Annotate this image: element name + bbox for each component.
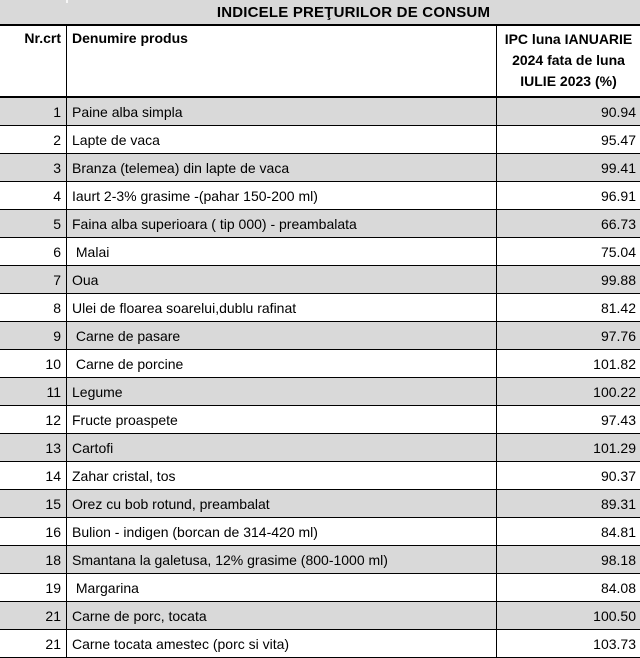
product-name-cell[interactable]: Lapte de vaca (67, 126, 497, 153)
ipc-value-cell[interactable]: 89.31 (600, 495, 636, 512)
ipc-value-cell[interactable]: 81.42 (600, 299, 636, 316)
product-name-cell[interactable]: Fructe proaspete (67, 406, 497, 433)
table-row (0, 126, 640, 154)
row-number-cell[interactable]: 16 (0, 518, 67, 545)
product-name-cell[interactable]: Smantana la galetusa, 12% grasime (800-1000 ml) (67, 546, 497, 573)
table-row (0, 434, 640, 462)
product-name-cell[interactable]: Orez cu bob rotund, preambalat (67, 490, 497, 517)
row-number-cell[interactable]: 11 (0, 378, 67, 405)
row-number-cell[interactable]: 21 (0, 602, 67, 629)
ipc-value-cell[interactable]: 99.88 (600, 271, 636, 288)
ipc-value-cell[interactable]: 97.43 (600, 411, 636, 428)
row-number-cell[interactable]: 14 (0, 462, 67, 489)
product-name-cell[interactable]: Paine alba simpla (67, 98, 497, 125)
table-body (0, 98, 640, 658)
table-row (0, 378, 640, 406)
product-name-cell[interactable]: Cartofi (67, 434, 497, 461)
header-cell-denumire-produs[interactable]: Denumire produs (67, 26, 497, 96)
product-name-cell[interactable]: Oua (67, 266, 497, 293)
ipc-value-cell[interactable]: 101.29 (593, 439, 636, 456)
ipc-value-cell[interactable]: 99.41 (600, 159, 636, 176)
row-number-cell[interactable]: 9 (0, 322, 67, 349)
table-row (0, 266, 640, 294)
table-row (0, 406, 640, 434)
row-number-cell[interactable]: 5 (0, 210, 67, 237)
row-number-cell[interactable]: 1 (0, 98, 67, 125)
header-cell-ipc[interactable] (497, 26, 640, 96)
product-name-cell[interactable]: Bulion - indigen (borcan de 314-420 ml) (67, 518, 497, 545)
ipc-value-cell[interactable]: 103.73 (593, 635, 636, 652)
table-row (0, 238, 640, 266)
row-number-cell[interactable]: 4 (0, 182, 67, 209)
ipc-value-cell[interactable]: 100.50 (593, 607, 636, 624)
table-row (0, 210, 640, 238)
product-name-cell[interactable]: Zahar cristal, tos (67, 462, 497, 489)
header-ipc-line-1: IPC luna IANUARIE (504, 31, 633, 47)
product-name-cell[interactable]: Margarina (67, 574, 497, 601)
table-row (0, 462, 640, 490)
header-cell-nr-crt[interactable]: Nr.crt (0, 26, 67, 96)
gridline-tick (66, 0, 68, 3)
table-title: INDICELE PREŢURILOR DE CONSUM (216, 4, 491, 21)
table-row (0, 294, 640, 322)
row-number-cell[interactable]: 2 (0, 126, 67, 153)
row-number-cell[interactable]: 7 (0, 266, 67, 293)
table-row (0, 350, 640, 378)
ipc-value-cell[interactable]: 90.94 (600, 103, 636, 120)
ipc-value-cell[interactable]: 98.18 (600, 551, 636, 568)
ipc-value-cell[interactable]: 90.37 (600, 467, 636, 484)
ipc-value-cell[interactable]: 75.04 (600, 243, 636, 260)
row-number-cell[interactable]: 12 (0, 406, 67, 433)
ipc-value-cell[interactable]: 84.81 (600, 523, 636, 540)
product-name-cell[interactable]: Faina alba superioara ( tip 000) - preambalata (67, 210, 497, 237)
header-ipc-line-3: IULIE 2023 (%) (520, 73, 617, 89)
product-name-cell[interactable]: Legume (67, 378, 497, 405)
ipc-value-cell[interactable]: 101.82 (593, 355, 636, 372)
product-name-cell[interactable]: Branza (telemea) din lapte de vaca (67, 154, 497, 181)
table-row (0, 602, 640, 630)
row-number-cell[interactable]: 8 (0, 294, 67, 321)
product-name-cell[interactable]: Carne de porc, tocata (67, 602, 497, 629)
product-name-cell[interactable]: Carne de porcine (67, 350, 497, 377)
row-number-cell[interactable]: 18 (0, 546, 67, 573)
row-number-cell[interactable]: 10 (0, 350, 67, 377)
product-name-cell[interactable]: Malai (67, 238, 497, 265)
ipc-value-cell[interactable]: 95.47 (600, 131, 636, 148)
table-row (0, 546, 640, 574)
product-name-cell[interactable]: Iaurt 2-3% grasime -(pahar 150-200 ml) (67, 182, 497, 209)
table-row (0, 630, 640, 658)
table-row (0, 322, 640, 350)
row-number-cell[interactable]: 19 (0, 574, 67, 601)
table-row (0, 490, 640, 518)
table-row (0, 98, 640, 126)
product-name-cell[interactable]: Carne de pasare (67, 322, 497, 349)
header-ipc-line-2: 2024 fata de luna (512, 52, 625, 68)
row-number-cell[interactable]: 3 (0, 154, 67, 181)
product-name-cell[interactable]: Carne tocata amestec (porc si vita) (67, 630, 497, 657)
row-number-cell[interactable]: 15 (0, 490, 67, 517)
ipc-value-cell[interactable]: 100.22 (593, 383, 636, 400)
table-title-row[interactable] (0, 0, 640, 26)
row-number-cell[interactable]: 6 (0, 238, 67, 265)
ipc-value-cell[interactable]: 84.08 (600, 579, 636, 596)
table-row (0, 574, 640, 602)
table-row (0, 518, 640, 546)
product-name-cell[interactable]: Ulei de floarea soarelui,dublu rafinat (67, 294, 497, 321)
table-header-row (0, 26, 640, 98)
ipc-value-cell[interactable]: 66.73 (600, 215, 636, 232)
row-number-cell[interactable]: 13 (0, 434, 67, 461)
table-row (0, 182, 640, 210)
row-number-cell[interactable]: 21 (0, 630, 67, 657)
ipc-value-cell[interactable]: 97.76 (600, 327, 636, 344)
table-row (0, 154, 640, 182)
ipc-value-cell[interactable]: 96.91 (600, 187, 636, 204)
